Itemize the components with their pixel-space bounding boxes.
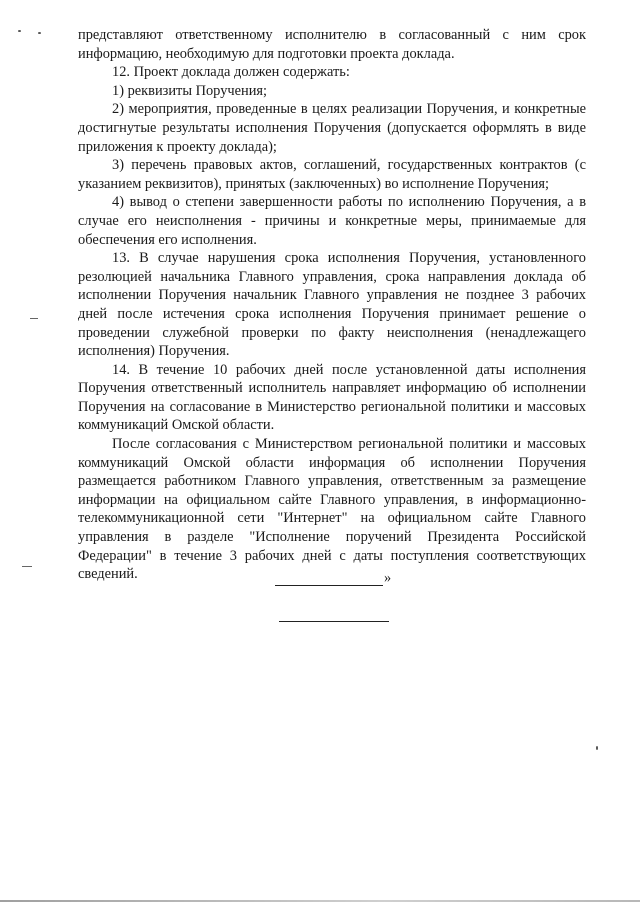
paragraph-subitem-2: 2) мероприятия, проведенные в целях реализации Поручения, и конкретные достигнутые результаты исполнения Поручения (допускается оформлять в виде приложения к проекту доклада); [78, 101, 586, 155]
scan-bottom-edge [0, 900, 640, 902]
document-body [78, 26, 586, 584]
closing-quote-mark: » [384, 570, 392, 586]
end-separator-rule [279, 621, 389, 622]
paragraph-subitem-1: 1) реквизиты Поручения; [112, 82, 268, 99]
scan-speck [18, 30, 21, 32]
paragraph-subitem-3: 3) перечень правовых актов, соглашений, государственных контрактов (с указанием реквизитов), принятых (заключенных) во исполнение Поручения; [78, 157, 586, 192]
paragraph-item-13: 13. В случае нарушения срока исполнения Поручения, установленного резолюцией начальника Главного управления, срока направления доклада об исполнении Поручения начальник Главного управления не позднее 3 рабочих дней после истечения срока исполнения Поручения принимает решение о проведении служебной проверки по факту неисполнения (ненадлежащего исполнения) Поручения. [78, 250, 586, 360]
paragraph-item-14: 14. В течение 10 рабочих дней после установленной даты исполнения Поручения ответственный исполнитель направляет информацию об исполнении Поручения на согласование в Министерство региональной политики и массовых коммуникаций Омской области. [78, 361, 586, 434]
paragraph-continuation: представляют ответственному исполнителю в согласованный с ним срок информацию, необходимую для подготовки проекта доклада. [78, 27, 586, 62]
scan-margin-mark [22, 566, 32, 567]
closing-rule [275, 585, 383, 586]
scan-speck [596, 746, 598, 750]
paragraph-item-12: 12. Проект доклада должен содержать: [112, 64, 350, 81]
paragraph-subitem-4: 4) вывод о степени завершенности работы по исполнению Поручения, а в случае его неисполнения - причины и конкретные меры, принимаемые для обеспечения его исполнения. [78, 194, 586, 248]
paragraph-publication: После согласования с Министерством региональной политики и массовых коммуникаций Омской области информация об исполнении Поручения размещается работником Главного управления, ответственным за размещение информации на официальном сайте Главного управления, в информационно-телекоммуникационной сети "Интернет" на официальном сайте Главного управления в разделе "Исполнение поручений Президента Российской Федерации" в течение 3 рабочих дней с даты поступления соответствующих сведений. [78, 436, 586, 583]
scan-margin-mark [30, 318, 38, 319]
scan-speck [38, 32, 41, 34]
